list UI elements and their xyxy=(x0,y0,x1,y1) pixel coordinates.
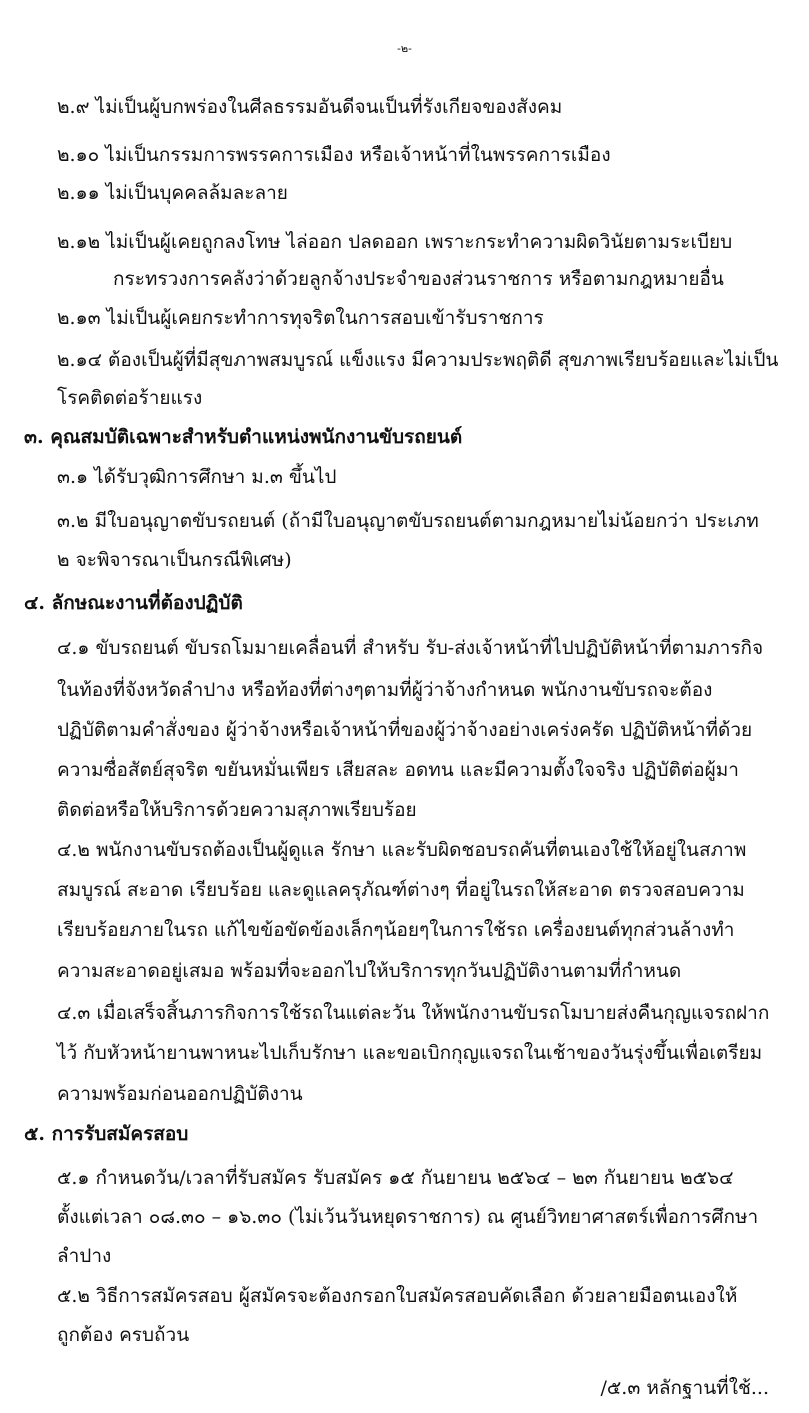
section-3-heading: ๓. คุณสมบัติเฉพาะสำหรับตำแหน่งพนักงานขับรถยนต์ xyxy=(24,426,463,448)
para-4-2-line: ๔.๒ พนักงานขับรถต้องเป็นผู้ดูแล รักษา และรับผิดชอบรถคันที่ตนเองใช้ให้อยู่ในสภาพ xyxy=(57,839,747,861)
para-4-3-line: ความพร้อมก่อนออกปฏิบัติงาน xyxy=(57,1083,303,1105)
item-2-9: ๒.๙ ไม่เป็นผู้บกพร่องในศีลธรรมอันดีจนเป็นที่รังเกียจของสังคม xyxy=(57,96,563,118)
section-5-heading: ๕. การรับสมัครสอบ xyxy=(24,1123,189,1145)
section-4-heading: ๔. ลักษณะงานที่ต้องปฏิบัติ xyxy=(24,592,243,614)
para-4-1-line: ปฏิบัติตามคำสั่งของ ผู้ว่าจ้างหรือเจ้าหน้าที่ของผู้ว่าจ้างอย่างเคร่งครัด ปฏิบัติหน้าที่ด้วย xyxy=(57,719,753,741)
item-2-14: ๒.๑๔ ต้องเป็นผู้ที่มีสุขภาพสมบูรณ์ แข็งแรง มีความประพฤติดี สุขภาพเรียบร้อยและไม่เป็น xyxy=(57,349,779,371)
para-4-3-line: ๔.๓ เมื่อเสร็จสิ้นภารกิจการใช้รถในแต่ละวัน ให้พนักงานขับรถโมบายส่งคืนกุญแจรถฝาก xyxy=(57,1002,770,1024)
para-5-1-line: ๕.๑ กำหนดวัน/เวลาที่รับสมัคร รับสมัคร ๑๕ กันยายน ๒๕๖๔ – ๒๓ กันยายน ๒๕๖๔ xyxy=(57,1167,734,1189)
para-4-1-line: ติดต่อหรือให้บริการด้วยความสุภาพเรียบร้อย xyxy=(57,799,417,821)
item-3-2: ๓.๒ มีใบอนุญาตขับรถยนต์ (ถ้ามีใบอนุญาตขับรถยนต์ตามกฎหมายไม่น้อยกว่า ประเภท xyxy=(57,510,759,532)
para-5-1-line: ตั้งแต่เวลา ๐๘.๓๐ – ๑๖.๓๐ (ไม่เว้นวันหยุดราชการ) ณ ศูนย์วิทยาศาสตร์เพื่อการศึกษา xyxy=(57,1206,759,1228)
para-5-2-line: ถูกต้อง ครบถ้วน xyxy=(57,1324,190,1346)
page-number: -๒- xyxy=(397,42,412,55)
item-3-1: ๓.๑ ได้รับวุฒิการศึกษา ม.๓ ขึ้นไป xyxy=(57,466,337,488)
continuation-footer: /๕.๓ หลักฐานที่ใช้... xyxy=(600,1377,769,1399)
para-4-2-line: ความสะอาดอยู่เสมอ พร้อมที่จะออกไปให้บริการทุกวันปฏิบัติงานตามที่กำหนด xyxy=(57,960,682,982)
para-4-2-line: สมบูรณ์ สะอาด เรียบร้อย และดูแลครุภัณฑ์ต่างๆ ที่อยู่ในรถให้สะอาด ตรวจสอบความ xyxy=(57,879,745,901)
para-5-2-line: ๕.๒ วิธีการสมัครสอบ ผู้สมัครจะต้องกรอกใบสมัครสอบคัดเลือก ด้วยลายมือตนเองให้ xyxy=(57,1285,738,1307)
para-4-1-line: ในท้องที่จังหวัดลำปาง หรือท้องที่ต่างๆตามที่ผู้ว่าจ้างกำหนด พนักงานขับรถจะต้อง xyxy=(57,679,713,701)
item-2-10: ๒.๑๐ ไม่เป็นกรรมการพรรคการเมือง หรือเจ้าหน้าที่ในพรรคการเมือง xyxy=(57,144,611,166)
item-2-14-continued: โรคติดต่อร้ายแรง xyxy=(57,387,203,409)
para-5-1-line: ลำปาง xyxy=(57,1245,112,1267)
item-3-2-continued: ๒ จะพิจารณาเป็นกรณีพิเศษ) xyxy=(57,549,292,571)
item-2-11: ๒.๑๑ ไม่เป็นบุคคลล้มละลาย xyxy=(57,182,288,204)
para-4-1-line: ความซื่อสัตย์สุจริต ขยันหมั่นเพียร เสียสละ อดทน และมีความตั้งใจจริง ปฏิบัติต่อผู้มา xyxy=(57,759,739,781)
item-2-12-continued: กระทรวงการคลังว่าด้วยลูกจ้างประจำของส่วนราชการ หรือตามกฎหมายอื่น xyxy=(113,268,724,290)
para-4-1-line: ๔.๑ ขับรถยนต์ ขับรถโมมายเคลื่อนที่ สำหรับ รับ-ส่งเจ้าหน้าที่ไปปฏิบัติหน้าที่ตามภารกิจ xyxy=(57,637,764,659)
item-2-12: ๒.๑๒ ไม่เป็นผู้เคยถูกลงโทษ ไล่ออก ปลดออก เพราะกระทำความผิดวินัยตามระเบียบ xyxy=(57,231,733,253)
para-4-3-line: ไว้ กับหัวหน้ายานพาหนะไปเก็บรักษา และขอเบิกกุญแจรถในเช้าของวันรุ่งขึ้นเพื่อเตรียม xyxy=(57,1042,763,1064)
para-4-2-line: เรียบร้อยภายในรถ แก้ไขข้อขัดข้องเล็กๆน้อยๆในการใช้รถ เครื่องยนต์ทุกส่วนล้างทำ xyxy=(57,919,735,941)
item-2-13: ๒.๑๓ ไม่เป็นผู้เคยกระทำการทุจริตในการสอบเข้ารับราชการ xyxy=(57,307,544,329)
